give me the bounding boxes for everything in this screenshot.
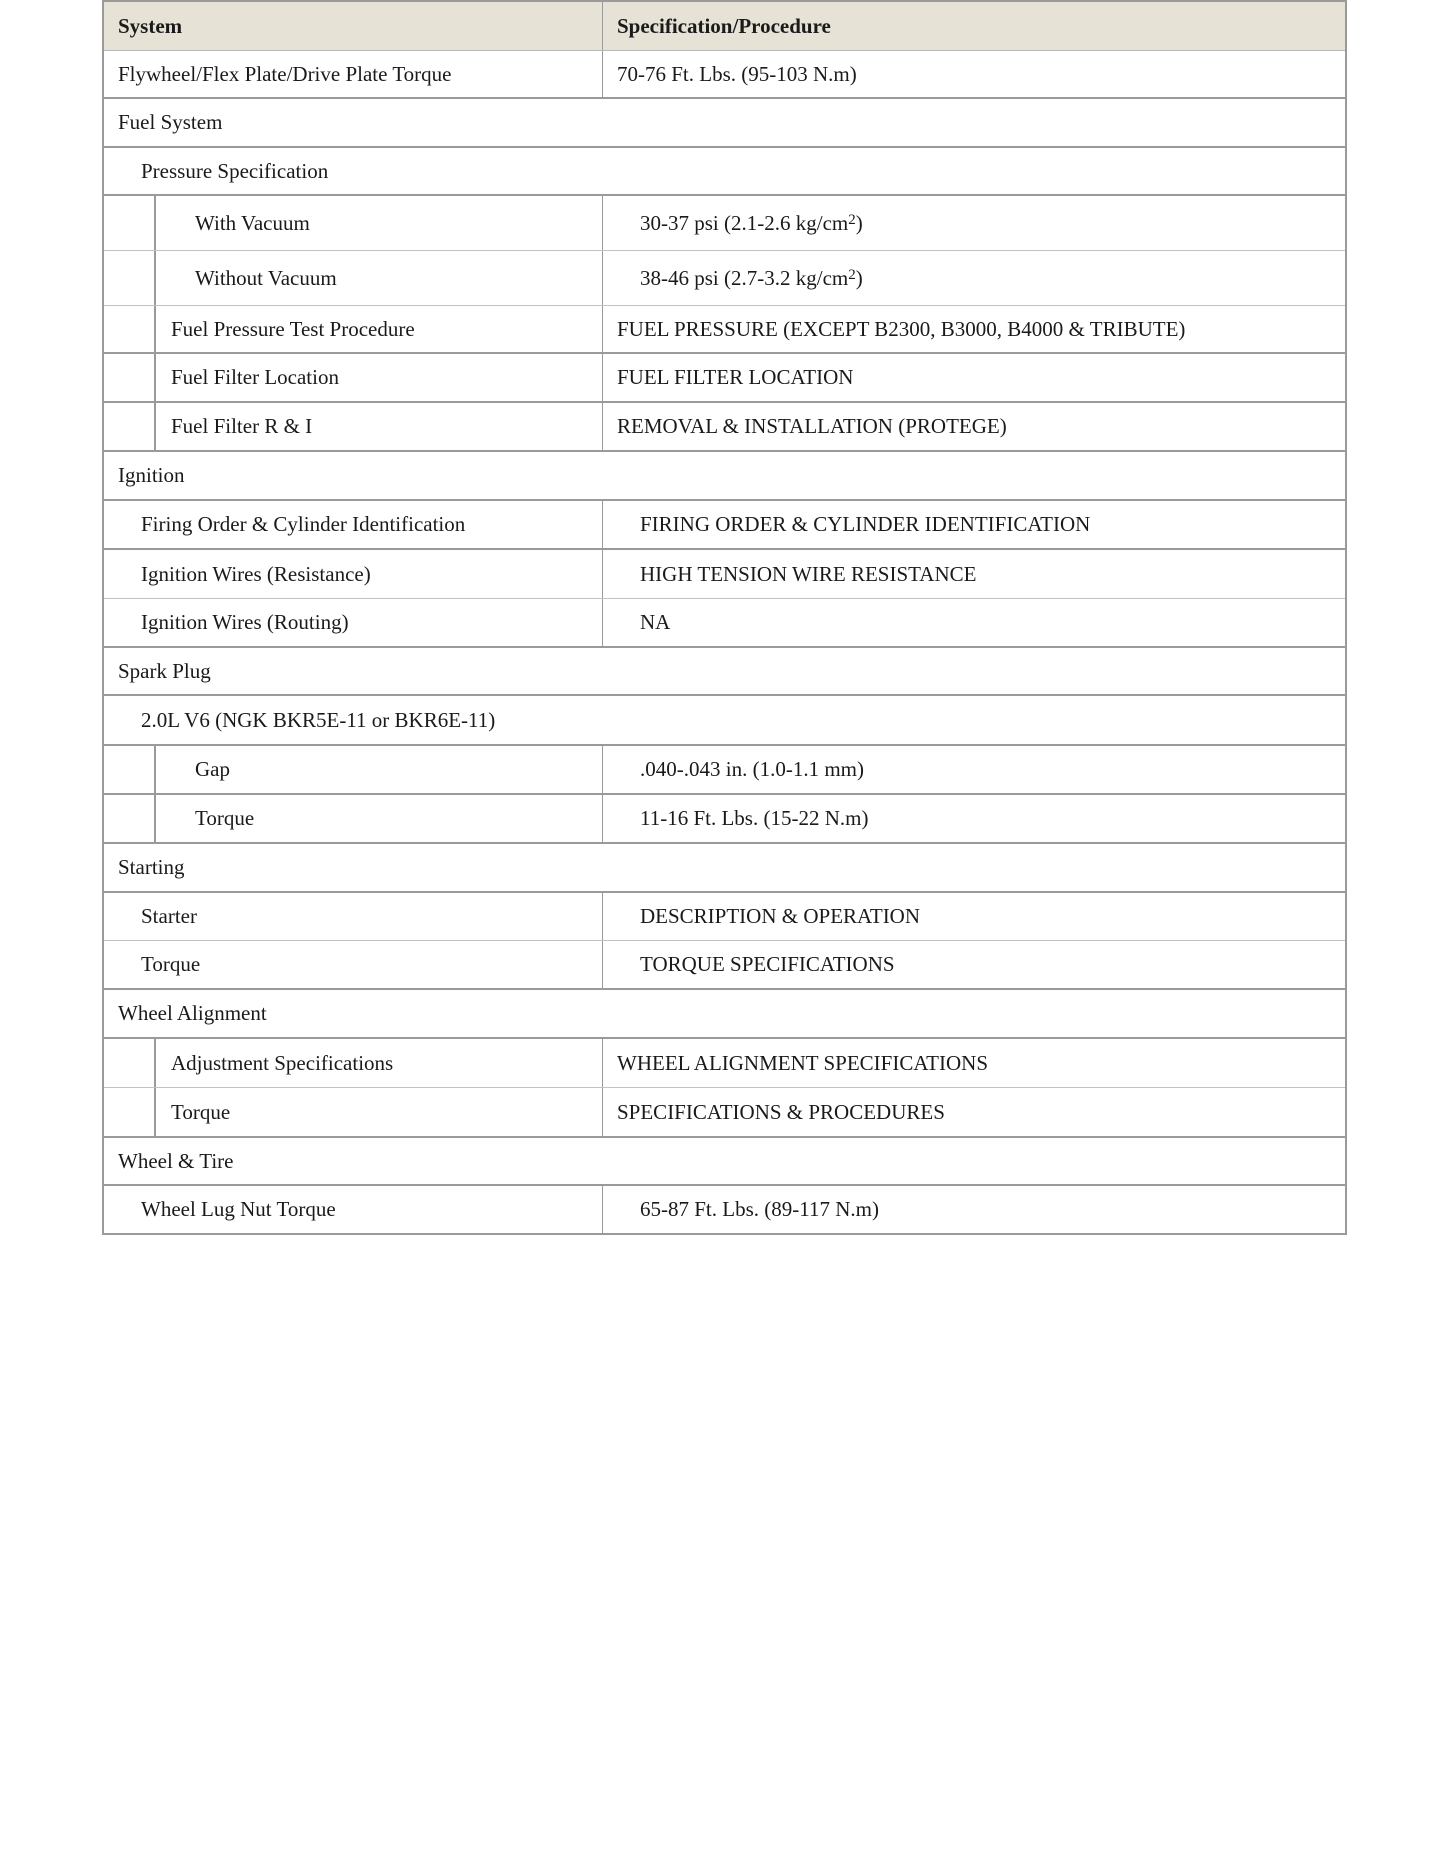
indent-gutter bbox=[104, 746, 156, 793]
spec-cell: WHEEL ALIGNMENT SPECIFICATIONS bbox=[617, 1050, 988, 1075]
spec-cell: FUEL FILTER LOCATION bbox=[617, 365, 854, 389]
system-cell bbox=[104, 1039, 603, 1087]
system-cell bbox=[104, 196, 603, 250]
spec-cell: 30-37 psi (2.1-2.6 kg/cm $^2$ ) bbox=[640, 210, 863, 235]
indent-gutter bbox=[104, 251, 156, 305]
system-cell: Firing Order & Cylinder Identification bbox=[104, 501, 603, 548]
spec-cell: NA bbox=[640, 610, 671, 634]
system-label: Fuel Pressure Test Procedure bbox=[171, 316, 415, 341]
spec-table bbox=[102, 0, 1347, 1235]
spec-cell: 38-46 psi (2.7-3.2 kg/cm $^2$ ) bbox=[640, 265, 863, 290]
system-cell: Torque bbox=[104, 941, 603, 988]
section-label: Fuel System bbox=[118, 110, 223, 134]
indent-gutter bbox=[104, 306, 156, 352]
section-row-spark-plug bbox=[104, 648, 1345, 696]
system-label: With Vacuum bbox=[195, 210, 310, 235]
system-label: Adjustment Specifications bbox=[171, 1050, 394, 1075]
system-cell bbox=[104, 795, 603, 842]
system-cell: Ignition Wires (Routing) bbox=[104, 599, 603, 646]
table-header-row bbox=[104, 2, 1345, 51]
table-row bbox=[104, 550, 1345, 599]
system-cell bbox=[104, 746, 603, 793]
indent-gutter bbox=[104, 795, 156, 842]
spec-cell: .040-.043 in. (1.0-1.1 mm) bbox=[640, 757, 864, 781]
indent-gutter bbox=[104, 354, 156, 401]
indent-gutter bbox=[104, 1039, 156, 1087]
section-row-ignition bbox=[104, 452, 1345, 501]
table-row bbox=[104, 941, 1345, 990]
system-cell: Flywheel/Flex Plate/Drive Plate Torque bbox=[104, 51, 603, 97]
system-label: Gap bbox=[195, 757, 230, 781]
system-cell bbox=[104, 1088, 603, 1136]
table-row bbox=[104, 795, 1345, 844]
table-row bbox=[104, 893, 1345, 941]
column-header-system: System bbox=[104, 2, 603, 50]
spec-cell: REMOVAL & INSTALLATION (PROTEGE) bbox=[617, 414, 1007, 438]
table-row bbox=[104, 501, 1345, 550]
spec-cell: DESCRIPTION & OPERATION bbox=[640, 904, 921, 928]
system-label: Torque bbox=[195, 806, 255, 830]
table-row bbox=[104, 1039, 1345, 1088]
spec-tail: ) bbox=[855, 265, 863, 290]
table-row bbox=[104, 51, 1345, 99]
section-label: Starting bbox=[118, 855, 185, 879]
section-label: Wheel Alignment bbox=[118, 1001, 267, 1025]
table-row bbox=[104, 1088, 1345, 1138]
spec-tail: ) bbox=[855, 210, 863, 235]
indent-gutter bbox=[104, 1088, 156, 1136]
spec-cell: SPECIFICATIONS & PROCEDURES bbox=[617, 1099, 945, 1124]
system-cell: Wheel Lug Nut Torque bbox=[104, 1186, 603, 1233]
section-row-wheel-alignment bbox=[104, 990, 1345, 1039]
spec-cell: HIGH TENSION WIRE RESISTANCE bbox=[640, 561, 977, 586]
system-cell bbox=[104, 354, 603, 401]
section-row-starting bbox=[104, 844, 1345, 893]
section-row-wheel-tire bbox=[104, 1138, 1345, 1186]
system-label: Without Vacuum bbox=[195, 265, 337, 290]
spec-cell: FUEL PRESSURE (EXCEPT B2300, B3000, B4000 & TRIBUTE) bbox=[617, 316, 1186, 341]
subsection-row-engine bbox=[104, 696, 1345, 746]
spec-value: 38-46 psi (2.7-3.2 kg/cm bbox=[640, 265, 849, 290]
table-row bbox=[104, 196, 1345, 251]
spec-cell: 70-76 Ft. Lbs. (95-103 N.m) bbox=[617, 61, 857, 86]
system-cell: Ignition Wires (Resistance) bbox=[104, 550, 603, 598]
spec-cell: TORQUE SPECIFICATIONS bbox=[640, 952, 895, 976]
section-label: Wheel & Tire bbox=[118, 1148, 234, 1173]
table-row bbox=[104, 306, 1345, 354]
section-row-fuel-system bbox=[104, 99, 1345, 148]
system-cell: Starter bbox=[104, 893, 603, 940]
indent-gutter bbox=[104, 196, 156, 250]
table-row bbox=[104, 354, 1345, 403]
subsection-label: 2.0L V6 (NGK BKR5E-11 or BKR6E-11) bbox=[141, 707, 496, 732]
section-label: Spark Plug bbox=[118, 658, 211, 683]
system-cell bbox=[104, 403, 603, 450]
spec-value: 30-37 psi (2.1-2.6 kg/cm bbox=[640, 210, 849, 235]
subsection-row-pressure-specification bbox=[104, 148, 1345, 196]
table-row bbox=[104, 403, 1345, 452]
system-label: Fuel Filter R & I bbox=[171, 414, 313, 438]
spec-cell: 65-87 Ft. Lbs. (89-117 N.m) bbox=[640, 1197, 879, 1221]
system-label: Torque bbox=[171, 1099, 231, 1124]
indent-gutter bbox=[104, 403, 156, 450]
table-row bbox=[104, 599, 1345, 648]
system-cell bbox=[104, 306, 603, 352]
spec-cell: 11-16 Ft. Lbs. (15-22 N.m) bbox=[640, 806, 869, 830]
system-cell bbox=[104, 251, 603, 305]
section-label: Ignition bbox=[118, 463, 185, 487]
system-label: Fuel Filter Location bbox=[171, 365, 339, 389]
column-header-specification: Specification/Procedure bbox=[617, 13, 831, 38]
table-row bbox=[104, 1186, 1345, 1235]
spec-cell: FIRING ORDER & CYLINDER IDENTIFICATION bbox=[640, 512, 1091, 536]
table-row bbox=[104, 746, 1345, 795]
table-row bbox=[104, 251, 1345, 306]
subsection-label: Pressure Specification bbox=[141, 158, 329, 183]
